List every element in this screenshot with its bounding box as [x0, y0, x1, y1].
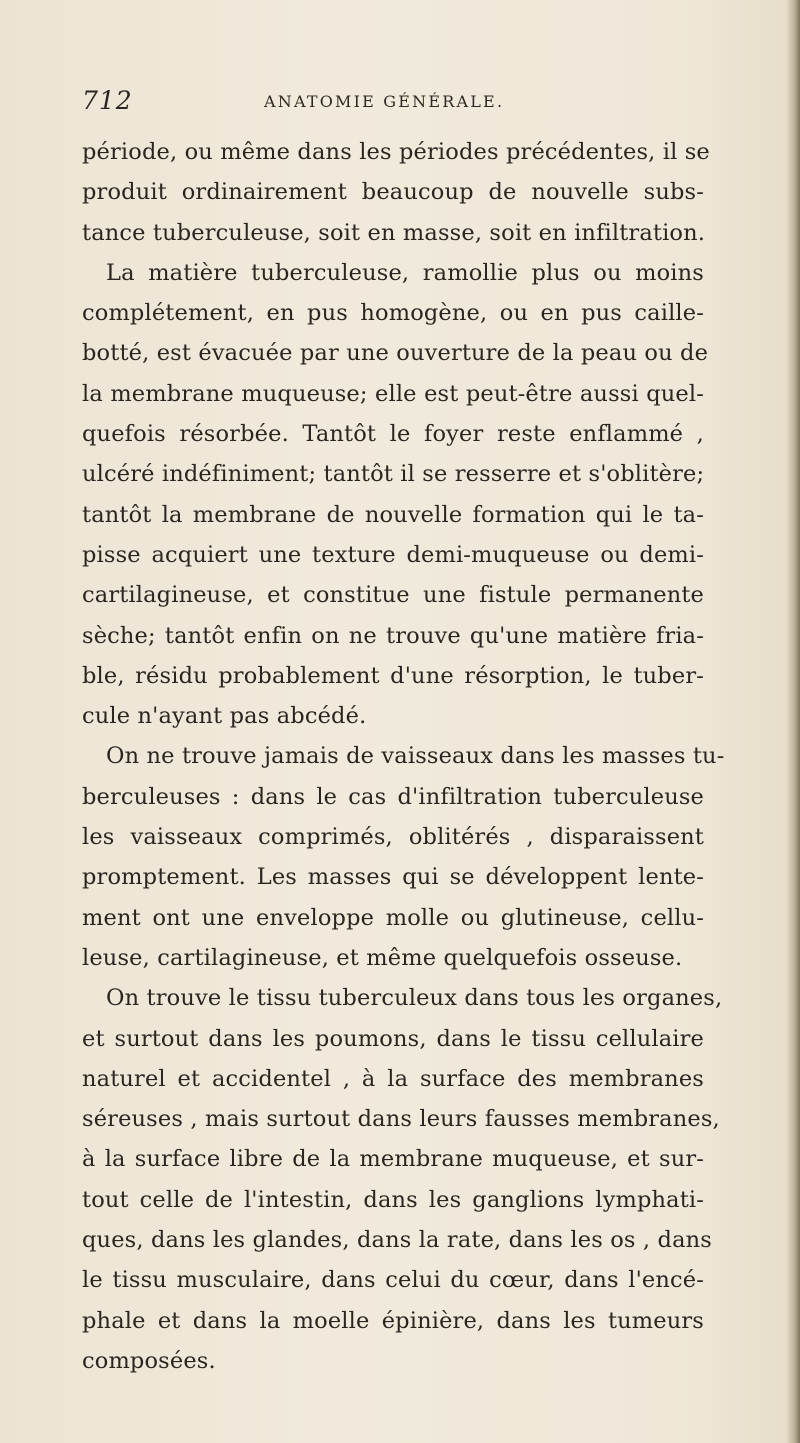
text-line: tout celle de l'intestin, dans les ganglions lymphati-: [82, 1186, 704, 1213]
paragraph-start-line: La matière tuberculeuse, ramollie plus ou moins: [106, 259, 704, 286]
text-line: quefois résorbée. Tantôt le foyer reste enflammé ,: [82, 421, 704, 448]
text-line: ulcéré indéfiniment; tantôt il se resserre et s'oblitère;: [82, 461, 705, 488]
paragraph-end-line: composées.: [82, 1347, 216, 1374]
paragraph-end-line: cule n'ayant pas abcédé.: [82, 703, 367, 730]
text-line: et surtout dans les poumons, dans le tissu cellulaire: [82, 1025, 704, 1052]
paragraph-end-line: leuse, cartilagineuse, et même quelquefois osseuse.: [82, 944, 683, 971]
body-text: [82, 132, 725, 1381]
text-line: promptement. Les masses qui se développent lente-: [82, 864, 704, 891]
text-line: ques, dans les glandes, dans la rate, dans les os , dans: [82, 1227, 712, 1254]
text-line: ment ont une enveloppe molle ou glutineuse, cellu-: [82, 904, 704, 931]
text-line: à la surface libre de la membrane muqueuse, et sur-: [82, 1146, 704, 1173]
text-line: botté, est évacuée par une ouverture de la peau ou de: [82, 340, 709, 367]
paragraph-start-line: On trouve le tissu tuberculeux dans tous les organes,: [106, 985, 723, 1012]
text-line: tance tuberculeuse, soit en masse, soit en infiltration.: [82, 219, 706, 246]
page-number: 712: [82, 86, 133, 115]
text-line: tantôt la membrane de nouvelle formation qui le ta-: [82, 501, 704, 528]
text-line: ble, résidu probablement d'une résorption, le tuber-: [82, 662, 704, 689]
text-line: complétement, en pus homogène, ou en pus caille-: [82, 300, 704, 327]
text-line: naturel et accidentel , à la surface des membranes: [82, 1065, 704, 1092]
text-line: la membrane muqueuse; elle est peut-être aussi quel-: [82, 380, 704, 407]
text-line: phale et dans la moelle épinière, dans les tumeurs: [82, 1307, 704, 1334]
text-line: période, ou même dans les périodes précédentes, il se: [82, 139, 710, 165]
page-header: [82, 86, 702, 120]
paragraph-start-line: On ne trouve jamais de vaisseaux dans les masses tu-: [106, 743, 725, 770]
page-edge-shadow: [786, 0, 800, 1443]
text-line: sèche; tantôt enfin on ne trouve qu'une matière fria-: [82, 622, 704, 649]
text-line: cartilagineuse, et constitue une fistule permanente: [82, 582, 704, 609]
text-line: le tissu musculaire, dans celui du cœur, dans l'encé-: [82, 1267, 704, 1294]
running-title: ANATOMIE GÉNÉRALE.: [264, 92, 505, 111]
text-line: séreuses , mais surtout dans leurs fausses membranes,: [82, 1106, 720, 1133]
text-line: produit ordinairement beaucoup de nouvelle subs-: [82, 179, 704, 206]
text-line: berculeuses : dans le cas d'infiltration tuberculeuse: [82, 783, 704, 810]
text-line: les vaisseaux comprimés, oblitérés , disparaissent: [82, 824, 704, 851]
text-line: pisse acquiert une texture demi-muqueuse ou demi-: [82, 541, 704, 568]
